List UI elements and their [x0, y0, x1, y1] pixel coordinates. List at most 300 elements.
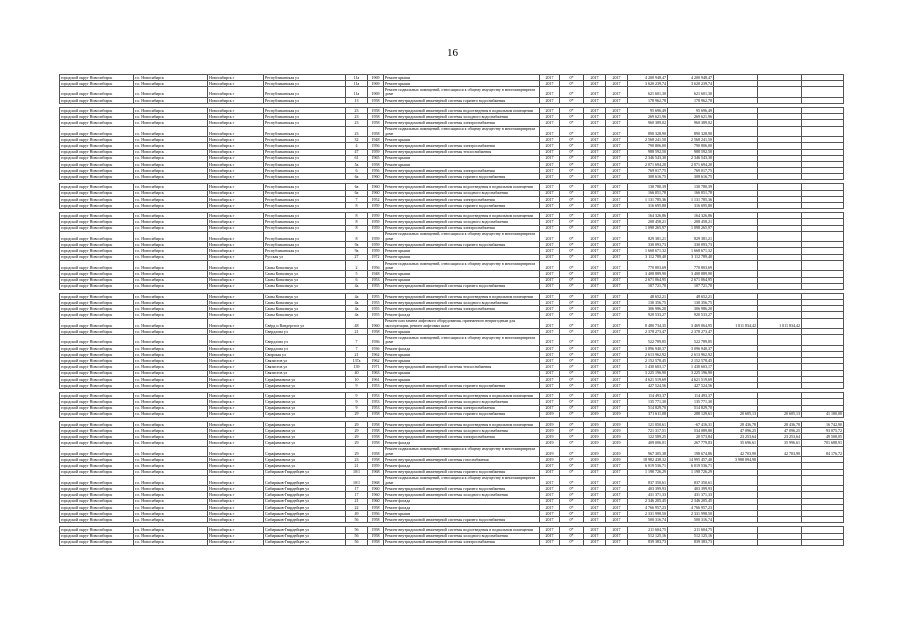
cell-municipality: г.о. Новосибирск: [134, 196, 208, 202]
cell-period-start: 2017: [584, 510, 606, 516]
cell-work-type: Ремонт внутридомовой инженерной системы холодного водоснабжения: [384, 399, 540, 405]
cell-house: 6: [346, 277, 368, 283]
cell-period-end: 2017: [606, 161, 628, 167]
cell-work-type: Ремонт внутридомовой инженерной системы холодного водоснабжения: [384, 190, 540, 196]
cell-municipality: г.о. Новосибирск: [134, 446, 208, 457]
cell-house: 4а: [346, 283, 368, 289]
works-table: [59, 74, 844, 546]
cell-period-end: 2017: [606, 533, 628, 539]
cell-street: Республиканская ул: [264, 126, 346, 137]
cell-fund-cost: 514 829,70: [668, 405, 714, 411]
cell-city: Новосибирск г: [208, 539, 264, 545]
cell-total-cost: 316 695,80: [628, 203, 668, 209]
cell-municipality: г.о. Новосибирск: [134, 329, 208, 335]
cell-municipality: г.о. Новосибирск: [134, 421, 208, 427]
cell-period-start: 2017: [584, 254, 606, 260]
cell-city: Новосибирск г: [208, 475, 264, 486]
cell-mark: 0*: [560, 335, 584, 346]
cell-year-built: 1958: [368, 428, 384, 434]
cell-city: Новосибирск г: [208, 533, 264, 539]
cell-house: 21: [346, 498, 368, 504]
cell-fund-cost: 6 019 536,71: [668, 463, 714, 469]
cell-municipality: г.о. Новосибирск: [134, 428, 208, 434]
cell-extra-1: [714, 231, 758, 242]
cell-period-start: 2017: [584, 219, 606, 225]
cell-total-cost: 2 568 241,50: [628, 137, 668, 143]
cell-district: городской округ Новосибирск: [60, 248, 134, 254]
cell-mark: 0*: [560, 475, 584, 486]
cell-house: 11а: [346, 75, 368, 81]
cell-street: Серафимовича ул: [264, 382, 346, 388]
cell-period-end: 2017: [606, 120, 628, 126]
cell-street: Сибиряков-Гвардейцев ул: [264, 510, 346, 516]
cell-year-a: 2017: [540, 463, 560, 469]
cell-work-type: Ремонт внутридомовой инженерной системы горячего водоснабжения: [384, 486, 540, 492]
cell-fund-cost: 208 458,21: [668, 219, 714, 225]
cell-district: городской округ Новосибирск: [60, 161, 134, 167]
cell-year-a: 2019: [540, 434, 560, 440]
cell-year-a: 2019: [540, 457, 560, 463]
cell-year-a: 2017: [540, 469, 560, 475]
cell-period-start: 2017: [584, 168, 606, 174]
cell-period-end: 2017: [606, 254, 628, 260]
cell-district: городской округ Новосибирск: [60, 421, 134, 427]
cell-period-start: 2017: [584, 329, 606, 335]
cell-total-cost: 269 621,96: [628, 114, 668, 120]
cell-year-a: 2017: [540, 81, 560, 87]
cell-district: городской округ Новосибирск: [60, 527, 134, 533]
cell-municipality: г.о. Новосибирск: [134, 97, 208, 103]
cell-year-built: 1965: [368, 155, 384, 161]
cell-city: Новосибирск г: [208, 168, 264, 174]
cell-municipality: г.о. Новосибирск: [134, 517, 208, 523]
cell-work-type: Ремонт внутридомовой инженерной системы водоотведения в подвальном помещении: [384, 393, 540, 399]
cell-house: 56: [346, 517, 368, 523]
cell-year-built: 1936: [368, 345, 384, 351]
cell-street: Свердлова ул: [264, 329, 346, 335]
cell-total-cost: 960 389,02: [628, 120, 668, 126]
cell-period-end: 2017: [606, 539, 628, 545]
cell-year-built: 1959: [368, 225, 384, 231]
cell-period-start: 2017: [584, 539, 606, 545]
cell-year-built: 1953: [368, 382, 384, 388]
cell-year-a: 2017: [540, 190, 560, 196]
cell-district: городской округ Новосибирск: [60, 411, 134, 417]
cell-period-end: 2017: [606, 283, 628, 289]
cell-city: Новосибирск г: [208, 161, 264, 167]
cell-house: 9: [346, 382, 368, 388]
cell-work-type: Ремонт внутридомовой инженерной системы горячего водоснабжения: [384, 174, 540, 180]
cell-period-start: 2017: [584, 469, 606, 475]
cell-fund-cost: -67 416,31: [668, 421, 714, 427]
cell-total-cost: 3 225 196,90: [628, 370, 668, 376]
cell-street: Сибиряков-Гвардейцев ул: [264, 492, 346, 498]
cell-work-type: Ремонт крыши: [384, 277, 540, 283]
cell-work-type: Ремонт внутридомовой инженерной системы электроснабжения: [384, 196, 540, 202]
cell-year-a: 2017: [540, 260, 560, 271]
cell-street: Республиканская ул: [264, 190, 346, 196]
cell-period-start: 2017: [584, 225, 606, 231]
cell-period-start: 2017: [584, 306, 606, 312]
cell-fund-cost: 135 771,30: [668, 399, 714, 405]
cell-period-end: 2017: [606, 486, 628, 492]
cell-street: Русская ул: [264, 254, 346, 260]
cell-period-start: 2017: [584, 87, 606, 98]
cell-work-type: Ремонт подвальных помещений, относящихся к общему имуществу в многоквартирном доме: [384, 126, 540, 137]
cell-year-built: 1958: [368, 120, 384, 126]
cell-mark: 0*: [560, 352, 584, 358]
cell-year-a: 2017: [540, 242, 560, 248]
table-row: [60, 318, 844, 329]
cell-house: 4а: [346, 300, 368, 306]
cell-fund-cost: 95 696,49: [668, 108, 714, 114]
cell-mark: 0*: [560, 446, 584, 457]
cell-mark: 0*: [560, 421, 584, 427]
cell-year-built: 1962: [368, 358, 384, 364]
cell-municipality: г.о. Новосибирск: [134, 300, 208, 306]
cell-total-cost: 514 829,70: [628, 405, 668, 411]
cell-extra-2: 23 253,64: [758, 434, 802, 440]
cell-mark: 0*: [560, 231, 584, 242]
cell-total-cost: 621 601,30: [628, 87, 668, 98]
cell-mark: 0*: [560, 533, 584, 539]
cell-city: Новосибирск г: [208, 312, 264, 318]
cell-year-a: 2017: [540, 486, 560, 492]
cell-district: городской округ Новосибирск: [60, 306, 134, 312]
cell-municipality: г.о. Новосибирск: [134, 161, 208, 167]
cell-district: городской округ Новосибирск: [60, 149, 134, 155]
cell-district: городской округ Новосибирск: [60, 231, 134, 242]
cell-period-end: 2017: [606, 149, 628, 155]
cell-year-built: 1958: [368, 97, 384, 103]
cell-year-a: 2017: [540, 539, 560, 545]
cell-period-start: 2017: [584, 517, 606, 523]
cell-city: Новосибирск г: [208, 277, 264, 283]
cell-street: Республиканская ул: [264, 108, 346, 114]
cell-year-a: 2017: [540, 533, 560, 539]
cell-district: городской округ Новосибирск: [60, 242, 134, 248]
cell-work-type: Ремонт крыши: [384, 329, 540, 335]
cell-year-a: 2017: [540, 75, 560, 81]
cell-work-type: Ремонт внутридомовой инженерной системы электроснабжения: [384, 225, 540, 231]
cell-street: Республиканская ул: [264, 97, 346, 103]
cell-extra-3: [802, 475, 844, 486]
cell-fund-cost: 164 326,86: [668, 213, 714, 219]
cell-street: Серафимовича ул: [264, 405, 346, 411]
cell-year-built: 1955: [368, 300, 384, 306]
cell-house: 6а: [346, 174, 368, 180]
cell-period-end: 2019: [606, 428, 628, 434]
cell-city: Новосибирск г: [208, 149, 264, 155]
cell-period-start: 2017: [584, 231, 606, 242]
cell-street: Республиканская ул: [264, 231, 346, 242]
cell-street: Республиканская ул: [264, 137, 346, 143]
cell-municipality: г.о. Новосибирск: [134, 190, 208, 196]
cell-period-end: 2017: [606, 329, 628, 335]
table-row: [60, 475, 844, 486]
cell-fund-cost: 2 568 241,50: [668, 137, 714, 143]
cell-total-cost: 769 017,75: [628, 168, 668, 174]
cell-work-type: Ремонт крыши: [384, 75, 540, 81]
cell-extra-1: 1 011 834,42: [714, 318, 758, 329]
cell-year-built: 1952: [368, 196, 384, 202]
cell-year-a: 2017: [540, 329, 560, 335]
cell-extra-2: 20 605,13: [758, 411, 802, 417]
cell-municipality: г.о. Новосибирск: [134, 254, 208, 260]
cell-mark: 0*: [560, 293, 584, 299]
cell-year-a: 2017: [540, 376, 560, 382]
cell-street: Республиканская ул: [264, 143, 346, 149]
cell-period-end: 2017: [606, 231, 628, 242]
cell-district: городской округ Новосибирск: [60, 457, 134, 463]
cell-municipality: г.о. Новосибирск: [134, 75, 208, 81]
cell-mark: 0*: [560, 196, 584, 202]
cell-house: 29: [346, 421, 368, 427]
cell-street: Свердлова ул: [264, 345, 346, 351]
cell-extra-2: [758, 475, 802, 486]
cell-municipality: г.о. Новосибирск: [134, 312, 208, 318]
cell-work-type: Ремонт фасада: [384, 498, 540, 504]
cell-year-a: 2017: [540, 184, 560, 190]
cell-district: городской округ Новосибирск: [60, 370, 134, 376]
cell-municipality: г.о. Новосибирск: [134, 168, 208, 174]
cell-district: городской округ Новосибирск: [60, 137, 134, 143]
cell-street: Самы Ковальчук ул: [264, 312, 346, 318]
cell-fund-cost: 130 780,39: [668, 184, 714, 190]
cell-district: городской округ Новосибирск: [60, 108, 134, 114]
cell-period-start: 2017: [584, 260, 606, 271]
cell-house: 29: [346, 411, 368, 417]
cell-city: Новосибирск г: [208, 440, 264, 446]
cell-municipality: г.о. Новосибирск: [134, 318, 208, 329]
cell-work-type: Ремонт внутридомовой инженерной системы водоотведения в подвальном помещении: [384, 184, 540, 190]
cell-year-a: 2017: [540, 213, 560, 219]
cell-total-cost: 512 125,16: [628, 533, 668, 539]
cell-year-built: 1960: [368, 174, 384, 180]
works-table-body: [60, 75, 844, 546]
cell-extra-1: 28 436,78: [714, 421, 758, 427]
cell-period-end: 2017: [606, 190, 628, 196]
cell-city: Новосибирск г: [208, 405, 264, 411]
cell-city: Новосибирск г: [208, 428, 264, 434]
cell-period-end: 2017: [606, 463, 628, 469]
cell-total-cost: 95 696,49: [628, 108, 668, 114]
cell-mark: 0*: [560, 213, 584, 219]
cell-year-built: 1956: [368, 260, 384, 271]
cell-year-a: 2017: [540, 108, 560, 114]
cell-extra-3: 49 508,05: [802, 434, 844, 440]
cell-district: городской округ Новосибирск: [60, 260, 134, 271]
cell-street: Самы Ковальчук ул: [264, 293, 346, 299]
cell-street: Серафимовича ул: [264, 376, 346, 382]
cell-total-cost: 522 789,85: [628, 335, 668, 346]
cell-work-type: Ремонт внутридомовой инженерной системы электроснабжения: [384, 539, 540, 545]
cell-year-a: 2017: [540, 219, 560, 225]
cell-district: городской округ Новосибирск: [60, 219, 134, 225]
cell-district: городской округ Новосибирск: [60, 168, 134, 174]
cell-work-type: Ремонт внутридомовой инженерной системы водоотведения в подвальном помещении: [384, 527, 540, 533]
cell-district: городской округ Новосибирск: [60, 517, 134, 523]
cell-work-type: Ремонт внутридомовой инженерной системы холодного водоснабжения: [384, 428, 540, 434]
cell-municipality: г.о. Новосибирск: [134, 213, 208, 219]
cell-district: городской округ Новосибирск: [60, 358, 134, 364]
cell-house: 29: [346, 440, 368, 446]
cell-work-type: Ремонт крыши: [384, 161, 540, 167]
cell-work-type: Ремонт внутридомовой инженерной системы электроснабжения: [384, 143, 540, 149]
cell-extra-3: 41 180,00: [802, 411, 844, 417]
cell-fund-cost: 114 493,37: [668, 393, 714, 399]
cell-house: 21: [346, 463, 368, 469]
cell-year-a: 2017: [540, 517, 560, 523]
cell-year-a: 2017: [540, 504, 560, 510]
cell-year-built: 1958: [368, 161, 384, 167]
cell-work-type: Ремонт крыши: [384, 510, 540, 516]
cell-street: Республиканская ул: [264, 149, 346, 155]
cell-year-built: 1958: [368, 539, 384, 545]
cell-year-a: 2017: [540, 352, 560, 358]
cell-year-a: 2017: [540, 196, 560, 202]
cell-total-cost: 1 098 265,97: [628, 225, 668, 231]
cell-period-end: 2017: [606, 196, 628, 202]
cell-year-a: 2019: [540, 421, 560, 427]
cell-total-cost: 1 198 726,29: [628, 469, 668, 475]
cell-period-start: 2017: [584, 335, 606, 346]
cell-year-built: 1955: [368, 283, 384, 289]
cell-street: Республиканская ул: [264, 225, 346, 231]
cell-city: Новосибирск г: [208, 510, 264, 516]
cell-year-a: 2017: [540, 318, 560, 329]
cell-period-end: 2019: [606, 446, 628, 457]
cell-work-type: Ремонт внутридомовой инженерной системы газоснабжения: [384, 457, 540, 463]
cell-city: Новосибирск г: [208, 203, 264, 209]
cell-district: городской округ Новосибирск: [60, 75, 134, 81]
cell-work-type: Ремонт крыши: [384, 137, 540, 143]
cell-mark: 0*: [560, 463, 584, 469]
cell-extra-3: [802, 231, 844, 242]
cell-fund-cost: 890 328,90: [668, 126, 714, 137]
cell-year-built: 1953: [368, 393, 384, 399]
cell-mark: 0*: [560, 510, 584, 516]
cell-period-end: 2019: [606, 440, 628, 446]
cell-period-end: 2017: [606, 498, 628, 504]
cell-district: городской округ Новосибирск: [60, 329, 134, 335]
cell-city: Новосибирск г: [208, 213, 264, 219]
cell-work-type: Ремонт крыши: [384, 352, 540, 358]
cell-period-end: 2017: [606, 97, 628, 103]
cell-period-start: 2019: [584, 457, 606, 463]
cell-extra-1: [714, 87, 758, 98]
cell-year-built: 1969: [368, 81, 384, 87]
cell-district: городской округ Новосибирск: [60, 492, 134, 498]
cell-work-type: Ремонт внутридомовой инженерной системы горячего водоснабжения: [384, 283, 540, 289]
cell-municipality: г.о. Новосибирск: [134, 260, 208, 271]
cell-district: городской округ Новосибирск: [60, 504, 134, 510]
cell-house: 27: [346, 254, 368, 260]
cell-mark: 0*: [560, 137, 584, 143]
cell-work-type: Ремонт внутридомовой инженерной системы водоотведения в подвальном помещении: [384, 213, 540, 219]
cell-period-end: 2017: [606, 517, 628, 523]
cell-municipality: г.о. Новосибирск: [134, 108, 208, 114]
cell-work-type: Ремонт внутридомовой инженерной системы холодного водоснабжения: [384, 533, 540, 539]
cell-city: Новосибирск г: [208, 108, 264, 114]
cell-extra-3: 16 742,90: [802, 421, 844, 427]
cell-mark: 0*: [560, 168, 584, 174]
cell-period-start: 2019: [584, 411, 606, 417]
cell-city: Новосибирск г: [208, 527, 264, 533]
cell-mark: 0*: [560, 440, 584, 446]
table-row: [60, 126, 844, 137]
cell-period-start: 2017: [584, 120, 606, 126]
cell-street: Сибиряков-Гвардейцев ул: [264, 539, 346, 545]
cell-city: Новосибирск г: [208, 184, 264, 190]
cell-work-type: Ремонт внутридомовой инженерной системы горячего водоснабжения: [384, 411, 540, 417]
cell-period-start: 2017: [584, 504, 606, 510]
cell-fund-cost: 1 430 603,17: [668, 364, 714, 370]
cell-year-a: 2017: [540, 335, 560, 346]
cell-work-type: Ремонт внутридомовой инженерной системы горячего водоснабжения: [384, 469, 540, 475]
cell-total-cost: 2 346 543,30: [628, 155, 668, 161]
cell-house: 6: [346, 168, 368, 174]
cell-total-cost: 8 480 734,35: [628, 318, 668, 329]
cell-fund-cost: 2 346 543,30: [668, 155, 714, 161]
cell-fund-cost: 988 592,50: [668, 149, 714, 155]
cell-extra-1: 42 703,90: [714, 446, 758, 457]
cell-municipality: г.о. Новосибирск: [134, 504, 208, 510]
cell-year-a: 2017: [540, 174, 560, 180]
cell-period-start: 2017: [584, 376, 606, 382]
cell-period-start: 2017: [584, 155, 606, 161]
cell-house: 7: [346, 345, 368, 351]
cell-fund-cost: 3 620 239,74: [668, 81, 714, 87]
cell-total-cost: 790 806,00: [628, 143, 668, 149]
cell-city: Новосибирск г: [208, 174, 264, 180]
cell-year-a: 2019: [540, 446, 560, 457]
cell-period-start: 2017: [584, 108, 606, 114]
cell-house: 2: [346, 260, 368, 271]
cell-district: городской округ Новосибирск: [60, 364, 134, 370]
cell-street: Сибиряков-Гвардейцев ул: [264, 486, 346, 492]
cell-municipality: г.о. Новосибирск: [134, 376, 208, 382]
cell-district: городской округ Новосибирск: [60, 510, 134, 516]
cell-year-built: 1959: [368, 231, 384, 242]
cell-city: Новосибирск г: [208, 293, 264, 299]
cell-period-start: 2019: [584, 446, 606, 457]
cell-street: Республиканская ул: [264, 120, 346, 126]
cell-period-start: 2017: [584, 352, 606, 358]
cell-house: 29: [346, 446, 368, 457]
table-row: [60, 87, 844, 98]
cell-mark: 0*: [560, 155, 584, 161]
cell-city: Новосибирск г: [208, 248, 264, 254]
cell-street: Самы Ковальчук ул: [264, 283, 346, 289]
cell-municipality: г.о. Новосибирск: [134, 271, 208, 277]
cell-city: Новосибирск г: [208, 318, 264, 329]
cell-house: 4а: [346, 293, 368, 299]
cell-period-end: 2017: [606, 306, 628, 312]
cell-work-type: Ремонт подвальных помещений, относящихся к общему имуществу в многоквартирном доме: [384, 260, 540, 271]
cell-municipality: г.о. Новосибирск: [134, 231, 208, 242]
cell-fund-cost: 308 616,75: [668, 174, 714, 180]
cell-street: Серафимовича ул: [264, 399, 346, 405]
cell-year-built: 1958: [368, 527, 384, 533]
cell-period-start: 2017: [584, 248, 606, 254]
cell-year-built: 1956: [368, 143, 384, 149]
cell-period-end: 2017: [606, 358, 628, 364]
cell-year-a: 2017: [540, 168, 560, 174]
cell-extra-2: 35 996,61: [758, 440, 802, 446]
cell-year-built: 1959: [368, 149, 384, 155]
cell-city: Новосибирск г: [208, 329, 264, 335]
